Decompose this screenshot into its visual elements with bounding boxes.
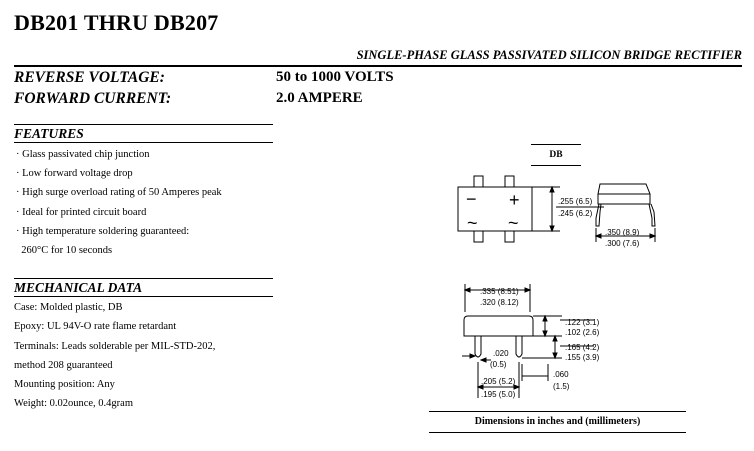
dim-label: .060 [553, 370, 569, 379]
package-label: DB [531, 144, 581, 166]
dim-label: .300 (7.6) [605, 239, 640, 248]
dim-label: .122 (3.1) [565, 318, 600, 327]
forward-current-label: FORWARD CURRENT: [14, 90, 172, 107]
dim-label: .245 (6.2) [558, 209, 593, 218]
page-subtitle: SINGLE-PHASE GLASS PASSIVATED SILICON BRIDGE RECTIFIER [356, 48, 742, 62]
dim-label: .205 (5.2) [481, 377, 516, 386]
features-heading: FEATURES [14, 126, 273, 143]
front-view-body [464, 316, 533, 336]
dim-label: .165 (4.2) [565, 343, 600, 352]
list-item: method 208 guaranteed [14, 359, 113, 371]
front-view-lead [475, 336, 481, 357]
side-view-lead [649, 204, 655, 226]
page-title: DB201 THRU DB207 [14, 10, 219, 35]
list-item: Case: Molded plastic, DB [14, 302, 123, 313]
list-item: · Low forward voltage drop [16, 168, 133, 180]
list-item: · Ideal for printed circuit board [16, 206, 147, 218]
list-item: 260°C for 10 seconds [16, 245, 113, 257]
plus-symbol: + [509, 190, 520, 210]
dim-label: .335 (8.51) [480, 287, 519, 296]
mechanical-heading: MECHANICAL DATA [14, 280, 273, 297]
ac-symbol-right: ~ [508, 213, 519, 233]
dim-label: .195 (5.0) [481, 390, 516, 399]
reverse-voltage-label: REVERSE VOLTAGE: [14, 69, 165, 86]
dim-label: .255 (6.5) [558, 197, 593, 206]
minus-symbol: − [466, 189, 477, 209]
dim-label: .320 (8.12) [480, 298, 519, 307]
top-view-pin [505, 176, 514, 187]
list-item: Mounting position: Any [14, 379, 115, 391]
reverse-voltage-value: 50 to 1000 VOLTS [276, 69, 394, 85]
dimensions-caption: Dimensions in inches and (millimeters) [429, 411, 686, 433]
list-item: Epoxy: UL 94V-O rate flame retardant [14, 321, 177, 333]
dim-label: .020 [493, 349, 509, 358]
forward-current-value: 2.0 AMPERE [276, 90, 363, 106]
list-item: Weight: 0.02ounce, 0.4gram [14, 398, 134, 410]
top-view-pin [474, 176, 483, 187]
list-item: · Glass passivated chip junction [16, 149, 150, 160]
dim-label: .155 (3.9) [565, 353, 600, 362]
ac-symbol-left: ~ [467, 213, 478, 233]
list-item: · High temperature soldering guaranteed: [16, 225, 190, 237]
dim-label: (1.5) [553, 382, 570, 391]
dim-label: .102 (2.6) [565, 328, 600, 337]
front-view-lead [516, 336, 522, 357]
dim-label: .350 (8.9) [605, 228, 640, 237]
dim-label: (0.5) [490, 360, 507, 369]
list-item: Terminals: Leads solderable per MIL-STD-202, [14, 340, 216, 352]
list-item: · High surge overload rating of 50 Amperes peak [16, 187, 222, 199]
